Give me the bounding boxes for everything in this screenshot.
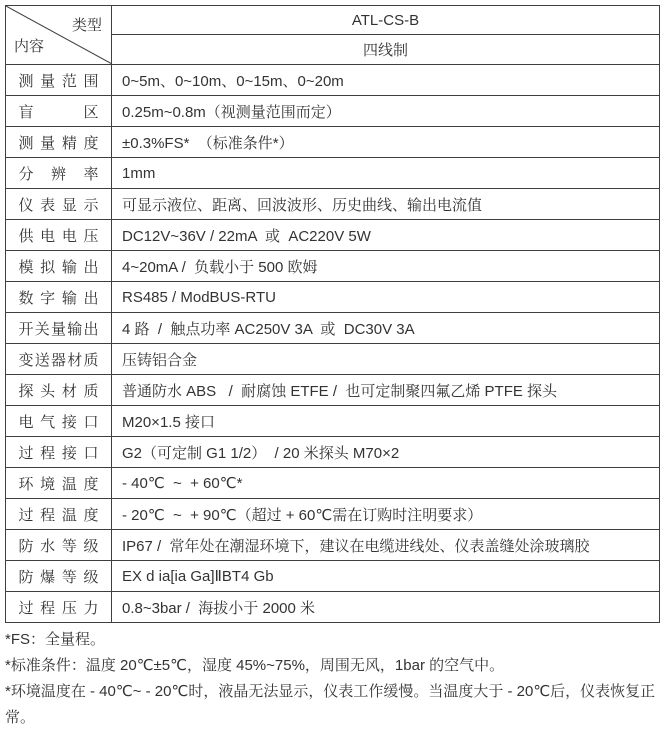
spec-label: 开关量输出 [18, 320, 99, 338]
table-row [6, 250, 659, 281]
spec-label: 过程压力 [18, 599, 99, 617]
spec-label-cell [6, 220, 112, 250]
table-row [6, 405, 659, 436]
spec-label-cell [6, 313, 112, 343]
spec-value: G2（可定制 G1 1/2） / 20 米探头 M70×2 [122, 444, 400, 462]
spec-label-cell [6, 406, 112, 436]
spec-value: - 20℃ ~ + 90℃（超过 + 60℃需在订购时注明要求） [122, 506, 483, 524]
table-row [6, 188, 659, 219]
spec-label-cell [6, 530, 112, 560]
spec-label: 电气接口 [18, 413, 99, 431]
table-row [6, 467, 659, 498]
footnotes [5, 627, 660, 731]
spec-value: DC12V~36V / 22mA 或 AC220V 5W [122, 227, 371, 245]
table-row [6, 436, 659, 467]
spec-label-cell [6, 96, 112, 126]
spec-label-cell [6, 375, 112, 405]
spec-value: M20×1.5 接口 [122, 413, 215, 431]
spec-label-cell [6, 344, 112, 374]
spec-label: 探头材质 [18, 382, 99, 400]
table-row [6, 219, 659, 250]
spec-label: 变送器材质 [18, 351, 99, 369]
spec-value: IP67 / 常年处在潮湿环境下，建议在电缆进线处、仪表盖缝处涂玻璃胶 [122, 537, 590, 555]
spec-label: 环境温度 [18, 475, 99, 493]
spec-label: 测量精度 [18, 134, 99, 152]
spec-value: 0.25m~0.8m（视测量范围而定） [122, 103, 341, 121]
diagonal-corner-cell [6, 6, 112, 64]
table-row [6, 312, 659, 343]
spec-label-cell [6, 468, 112, 498]
model-value: ATL-CS-B [112, 6, 659, 35]
spec-value: 1mm [122, 164, 156, 182]
spec-label: 过程温度 [18, 506, 99, 524]
table-row [6, 591, 659, 622]
table-row [6, 281, 659, 312]
spec-label-cell [6, 251, 112, 281]
spec-label: 分辨率 [18, 165, 99, 183]
spec-label-cell [6, 127, 112, 157]
table-row [6, 498, 659, 529]
spec-value: 4 路 / 触点功率 AC250V 3A 或 DC30V 3A [122, 320, 415, 338]
footnote-fs: *FS：全量程。 [5, 631, 106, 648]
spec-value: 0.8~3bar / 海拔小于 2000 米 [122, 599, 316, 617]
table-row [6, 157, 659, 188]
spec-table [5, 5, 660, 623]
spec-label: 数字输出 [18, 289, 99, 307]
spec-value: EX d ia[ia Ga]ⅡBT4 Gb [122, 568, 274, 585]
table-row [6, 529, 659, 560]
spec-value: RS485 / ModBUS-RTU [122, 288, 276, 306]
footnote-ambient-temperature: *环境温度在 - 40℃~ - 20℃时，液晶无法显示，仪表工作缓慢。当温度大于 - 20℃后，仪表恢复正常。 [5, 683, 656, 726]
spec-value: 4~20mA / 负载小于 500 欧姆 [122, 258, 318, 276]
spec-label: 仪表显示 [18, 196, 99, 214]
spec-label: 防爆等级 [18, 568, 99, 586]
table-row [6, 374, 659, 405]
spec-label: 测量范围 [18, 72, 99, 90]
spec-label-cell [6, 282, 112, 312]
spec-value: - 40℃ ~ + 60℃* [122, 475, 243, 492]
spec-label-cell [6, 499, 112, 529]
table-row [6, 64, 659, 95]
table-header [6, 6, 659, 64]
table-row [6, 560, 659, 591]
spec-label-cell [6, 189, 112, 219]
spec-value: 可显示液位、距离、回波波形、历史曲线、输出电流值 [122, 196, 483, 214]
spec-label-cell [6, 592, 112, 622]
spec-label-cell [6, 437, 112, 467]
spec-label: 模拟输出 [18, 258, 99, 276]
header-value-column [112, 6, 659, 64]
table-row [6, 126, 659, 157]
spec-value: ±0.3%FS* （标准条件*） [122, 134, 294, 152]
footnote-standard-conditions: *标准条件：温度 20℃±5℃，湿度 45%~75%，周围无风，1bar 的空气中。 [5, 657, 505, 674]
table-row [6, 95, 659, 126]
spec-label-cell [6, 65, 112, 95]
spec-value: 0~5m、0~10m、0~15m、0~20m [122, 72, 344, 90]
spec-label-cell [6, 158, 112, 188]
spec-label: 防水等级 [18, 537, 99, 555]
wiring-value: 四线制 [362, 42, 408, 59]
spec-value: 压铸铝合金 [122, 351, 198, 369]
corner-label-type: 类型 [71, 17, 102, 34]
spec-label: 过程接口 [18, 444, 99, 462]
spec-label: 供电电压 [18, 227, 99, 245]
table-row [6, 343, 659, 374]
spec-value: 普通防水 ABS / 耐腐蚀 ETFE / 也可定制聚四氟乙烯 PTFE 探头 [122, 382, 558, 400]
spec-label: 盲区 [18, 103, 99, 121]
spec-label-cell [6, 561, 112, 591]
corner-label-content: 内容 [14, 38, 45, 55]
